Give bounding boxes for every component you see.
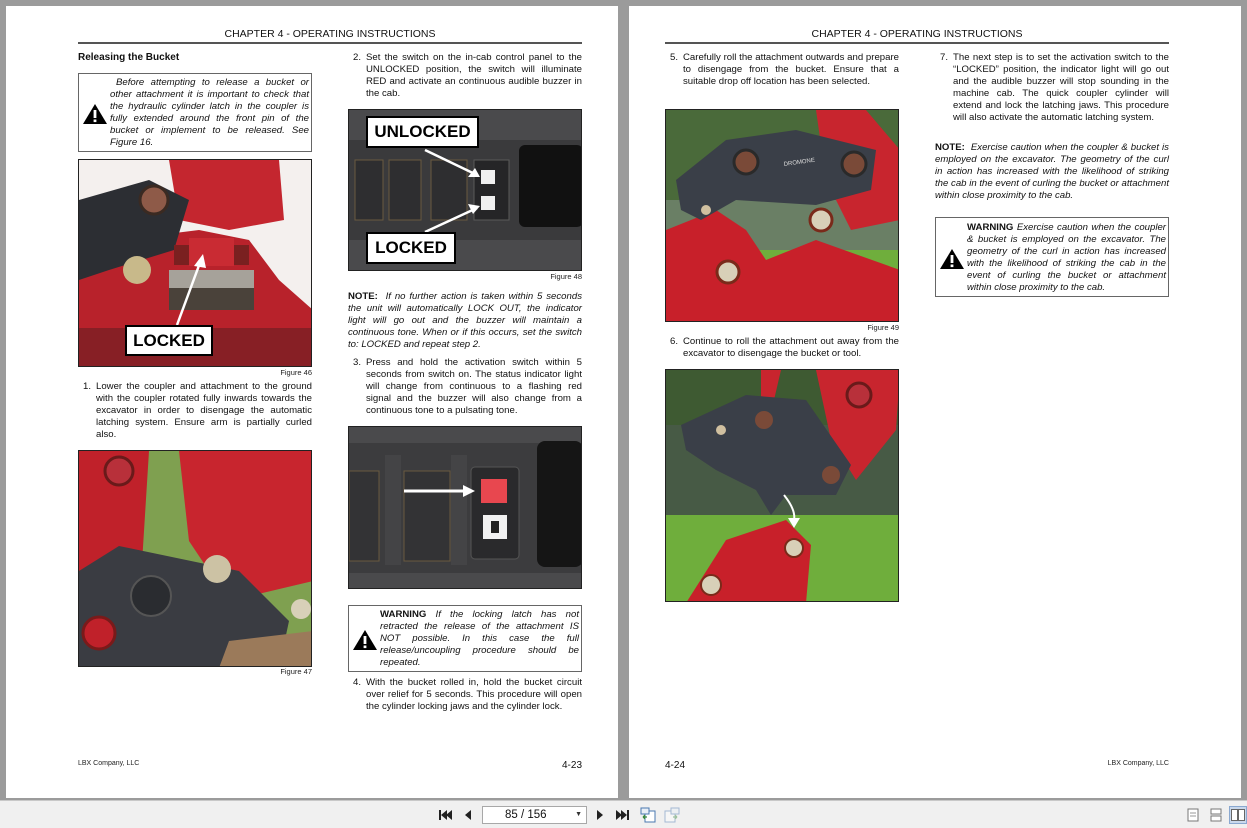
warning-latch-text: WARNING If the locking latch has not retracted the release of the attachment IS NOT possible. In this case the full release/uncoupling procedure should be repeated. xyxy=(380,609,579,668)
locked-callout: LOCKED xyxy=(125,325,213,356)
first-page-button[interactable] xyxy=(438,807,454,823)
header-rule xyxy=(665,42,1169,44)
unlocked-callout: UNLOCKED xyxy=(366,116,479,148)
previous-view-icon xyxy=(640,807,656,823)
step-7: 7. The next step is to set the activation switch to the “LOCKED” position, the indicator light will go out and the audible buzzer will stop sounding in the machine cab. The quick coupler cylinder will extend and lock the latching jaws. This procedure will also activate the automatic latching system. xyxy=(940,52,1169,123)
note-curl-caution: NOTE: Exercise caution when the coupler & bucket is employed on the excavator. The geometry of the curl in action has increased with the likelihood of striking the cab in the event of curling the bucket or attachment within close proximity to the cab. xyxy=(935,142,1169,201)
caution-box xyxy=(78,73,312,152)
previous-page-icon xyxy=(463,809,473,821)
single-page-icon xyxy=(1187,808,1199,822)
figure-48-caption: Figure 48 xyxy=(550,272,582,281)
next-page-icon xyxy=(595,809,605,821)
warning-triangle-icon xyxy=(352,629,378,651)
go-forward-view-button[interactable] xyxy=(664,807,680,823)
step-6: 6. Continue to roll the attachment out away from the excavator to disengage the bucket or tool. xyxy=(670,336,899,359)
coupler-disengaging-photo xyxy=(666,370,899,602)
next-view-icon xyxy=(664,807,680,823)
footer-page-number: 4-23 xyxy=(561,760,582,771)
note-auto-lockout: NOTE: If no further action is taken within 5 seconds the unit will automatically LOCK OUT, the indicator light will go out and the buzzer will maintain a continuous tone. When or if this occurs, set the switch to: LOCKED and repeat step 2. xyxy=(348,291,582,350)
footer-company: LBX Company, LLC xyxy=(78,760,140,767)
chapter-header: CHAPTER 4 - OPERATING INSTRUCTIONS xyxy=(811,28,1023,40)
figure-49-image xyxy=(665,109,899,322)
warning-curl-box xyxy=(935,217,1169,297)
figure-47-caption: Figure 47 xyxy=(280,667,312,676)
first-page-icon xyxy=(439,809,453,821)
warning-triangle-icon xyxy=(939,248,965,270)
go-back-view-button[interactable] xyxy=(640,807,656,823)
next-page-button[interactable] xyxy=(592,807,608,823)
continuous-pages-icon xyxy=(1210,808,1222,822)
figure-switch-unlocked-image xyxy=(348,426,582,589)
continuous-view-button[interactable] xyxy=(1207,806,1225,824)
caution-text: Before attempting to release a bucket or other attachment it is important to check that the hydraulic cylinder latch in the coupler is fully extended around the front pin of the bucket or implement to be released. See Figure 16. xyxy=(110,77,309,148)
figure-47-image xyxy=(78,450,312,667)
last-page-button[interactable] xyxy=(614,807,630,823)
figure-46-image xyxy=(78,159,312,367)
step-2: 2. Set the switch on the in-cab control panel to the UNLOCKED position, the switch will illuminate RED and activate an continuous audible buzzer in the cab. xyxy=(353,52,582,99)
locked-callout: LOCKED xyxy=(366,232,456,264)
page-dropdown-icon[interactable]: ▼ xyxy=(575,811,582,818)
previous-page-button[interactable] xyxy=(460,807,476,823)
chapter-header: CHAPTER 4 - OPERATING INSTRUCTIONS xyxy=(224,28,436,40)
step-3: 3. Press and hold the activation switch within 5 seconds from switch on. The status indicator light will change from continuous to a flashing red signal and the buzzer will also change from a continuous tone to a pulsating tone. xyxy=(353,357,582,416)
page-4-24 xyxy=(629,6,1241,798)
step-4: 4. With the bucket rolled in, hold the bucket circuit over relief for 5 seconds. This procedure will open the cylinder locking jaws and the cylinder lock. xyxy=(353,677,582,712)
figure-50-image xyxy=(665,369,899,602)
svg-text:DROMONE: DROMONE xyxy=(783,157,816,168)
page-number-input[interactable]: 85 / 156 ▼ xyxy=(482,806,587,824)
warning-latch-box xyxy=(348,605,582,672)
warning-curl-text: WARNING Exercise caution when the coupler & bucket is employed on the excavator. The geometry of the curl in action has increased with the likelihood of striking the cab in the event of curling the bucket or attachment within close proximity to the cab. xyxy=(967,222,1166,293)
last-page-icon xyxy=(615,809,629,821)
figure-48-image xyxy=(348,109,582,271)
coupler-side-photo xyxy=(79,451,312,667)
two-page-icon xyxy=(1231,809,1245,821)
page-4-23 xyxy=(6,6,618,798)
step-1: 1. Lower the coupler and attachment to the ground with the coupler rotated fully inwards towards the excavator in order to disengage the automatic latching system. Ensure arm is partially curled also. xyxy=(83,381,312,440)
figure-46-caption: Figure 46 xyxy=(280,368,312,377)
footer-page-number: 4-24 xyxy=(665,760,686,771)
section-title: Releasing the Bucket xyxy=(78,52,180,63)
step-5: 5. Carefully roll the attachment outwards and prepare to disengage from the bucket. Ensure that a suitable drop off location has been selected. xyxy=(670,52,899,87)
single-page-view-button[interactable] xyxy=(1184,806,1202,824)
figure-49-caption: Figure 49 xyxy=(867,323,899,332)
coupler-rolling-out-photo xyxy=(666,110,899,322)
switch-red-photo xyxy=(349,427,582,589)
two-page-view-button[interactable] xyxy=(1229,806,1247,824)
pdf-navigation-toolbar xyxy=(0,800,1247,828)
header-rule xyxy=(78,42,582,44)
warning-triangle-icon xyxy=(82,103,108,125)
footer-company: LBX Company, LLC xyxy=(1107,760,1169,767)
